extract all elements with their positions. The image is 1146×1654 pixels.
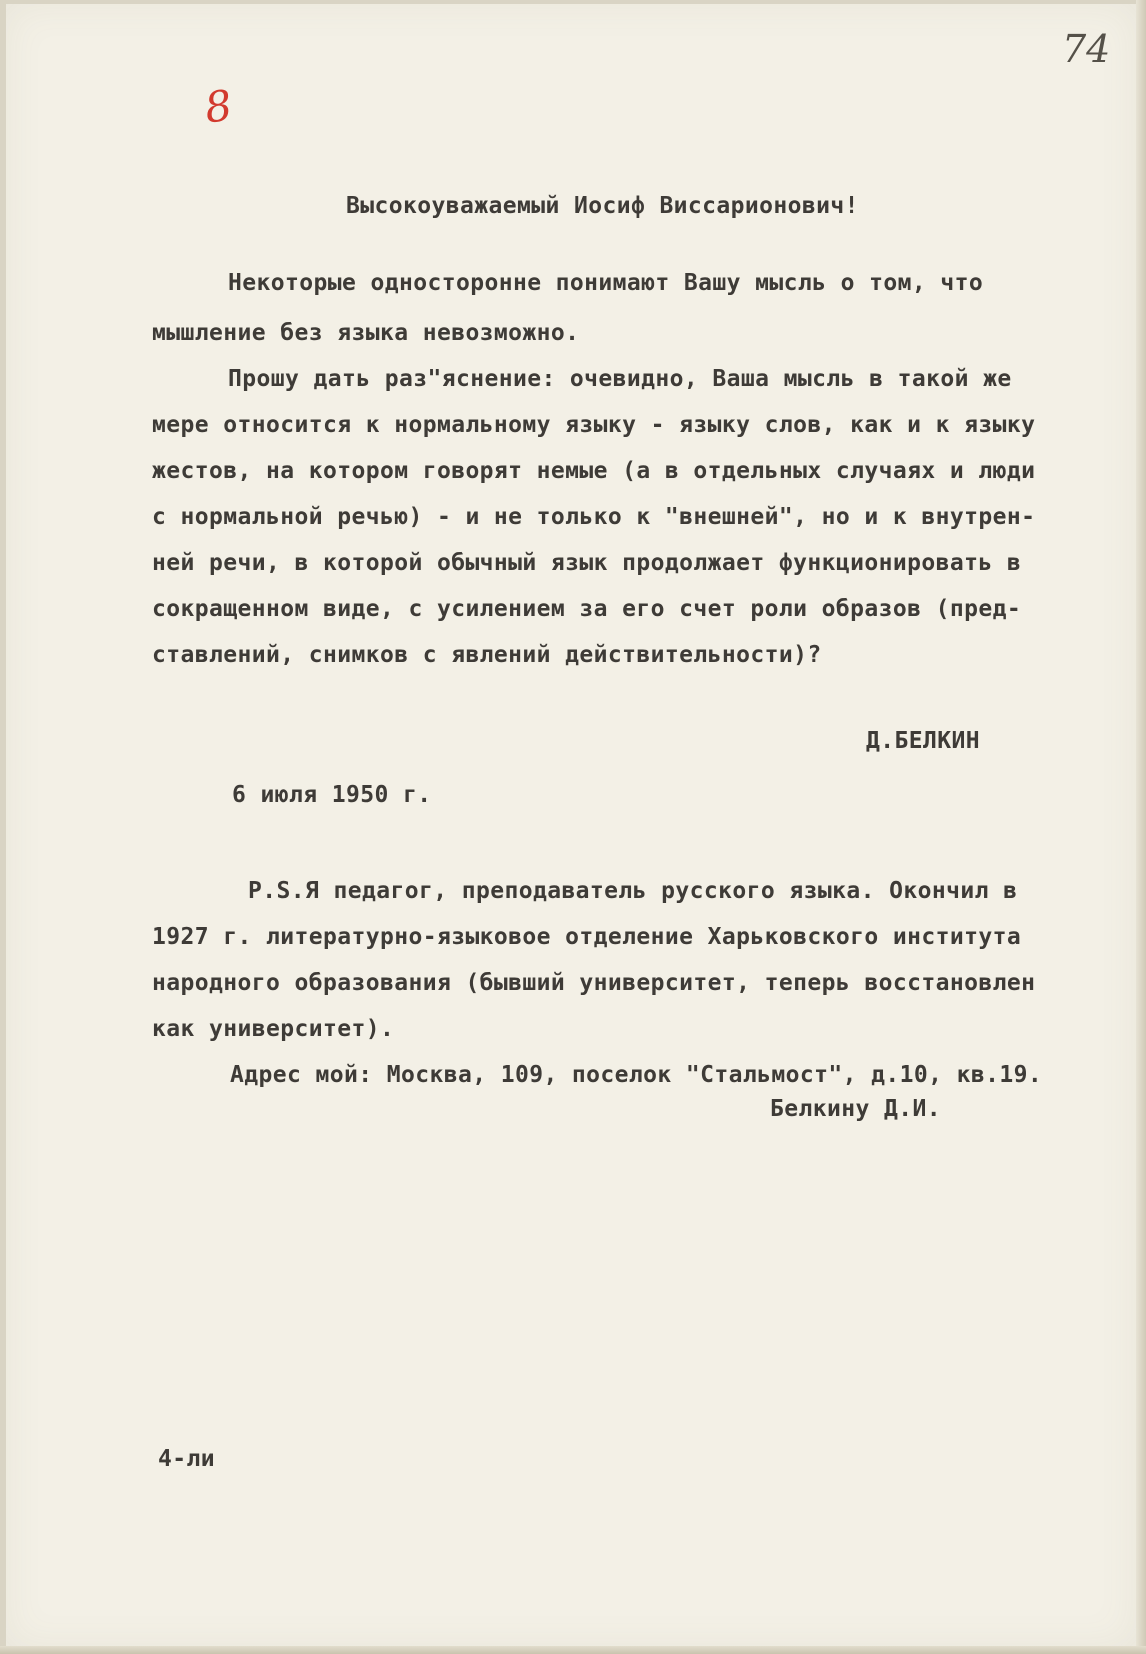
body-line-9: ставлений, снимков с явлений действительности)? [152,642,822,668]
document-page [6,4,1136,1648]
address-line: Адрес мой: Москва, 109, поселок "Стальмост", д.10, кв.19. [230,1062,1043,1088]
folio-number: 74 [1062,27,1111,71]
body-line-5: жестов, на котором говорят немые (а в отдельных случаях и люди [152,458,1036,484]
paper-edge-bottom [0,1646,1146,1654]
body-line-2: мышление без языка невозможно. [152,320,580,346]
red-pencil-mark: 8 [201,80,235,133]
body-line-3: Прошу дать раз"яснение: очевидно, Ваша мысль в такой же [228,366,1012,392]
postscript-line-4: как университет). [152,1016,395,1042]
postscript-line-1: P.S.Я педагог, преподаватель русского языка. Окончил в [248,878,1018,904]
footer-code: 4-ли [158,1446,215,1472]
signature: Д.БЕЛКИН [866,728,980,754]
postscript-line-3: народного образования (бывший университет, теперь восстановлен [152,970,1036,996]
body-line-1: Некоторые односторонне понимают Вашу мысль о том, что [228,270,984,296]
postscript-line-2: 1927 г. литературно-языковое отделение Харьковского института [152,924,1022,950]
salutation: Высокоуважаемый Иосиф Виссарионович! [346,193,859,219]
body-line-4: мере относится к нормальному языку - языку слов, как и к языку [152,412,1036,438]
body-line-6: с нормальной речью) - и не только к "внешней", но и к внутрен- [152,504,1036,530]
paper-edge-right [1136,0,1146,1654]
body-line-8: сокращенном виде, с усилением за его счет роли образов (пред- [152,596,1022,622]
body-line-7: ней речи, в которой обычный язык продолжает функционировать в [152,550,1022,576]
date: 6 июля 1950 г. [232,782,432,808]
addressee-line: Белкину Д.И. [770,1096,941,1122]
